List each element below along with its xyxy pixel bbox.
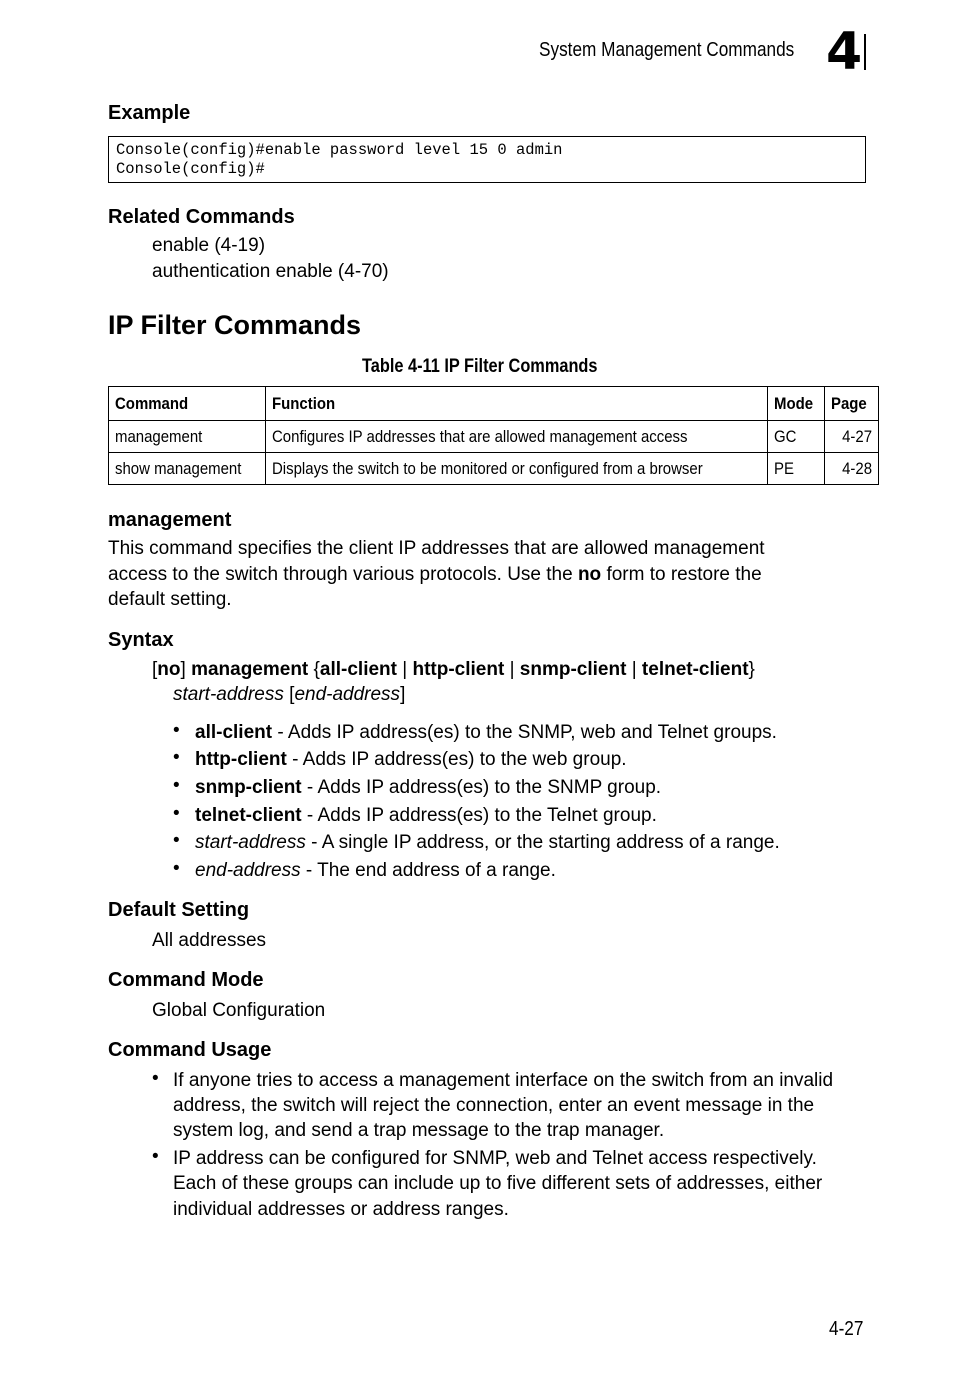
column-header-command: Command xyxy=(109,387,266,421)
ip-filter-commands-table xyxy=(108,386,879,485)
cell-page: 4-28 xyxy=(825,453,879,485)
related-command-item: enable (4-19) xyxy=(152,235,266,256)
table-header-row xyxy=(109,387,879,421)
example-heading: Example xyxy=(108,102,191,124)
usage-bullet: • xyxy=(152,1146,159,1167)
table-caption: Table 4-11 IP Filter Commands xyxy=(362,356,598,377)
cell-command: show management xyxy=(109,453,266,485)
page-number: 4-27 xyxy=(829,1318,864,1340)
parameter-bullet: • xyxy=(173,720,180,741)
syntax-line: start-address [end-address] xyxy=(173,684,406,705)
chapter-divider xyxy=(864,34,866,70)
running-header-title: System Management Commands xyxy=(539,39,795,61)
cell-function: Configures IP addresses that are allowed management access xyxy=(265,421,767,453)
usage-bullet: • xyxy=(152,1068,159,1089)
parameter-bullet: • xyxy=(173,803,180,824)
usage-line: Each of these groups can include up to five different sets of addresses, either xyxy=(173,1173,823,1194)
default-setting-value: All addresses xyxy=(152,930,267,951)
parameter-item: all-client - Adds IP address(es) to the SNMP, web and Telnet groups. xyxy=(195,722,777,743)
parameter-bullet: • xyxy=(173,830,180,851)
chapter-number: 4 xyxy=(826,22,863,82)
parameter-item: telnet-client - Adds IP address(es) to the Telnet group. xyxy=(195,805,657,826)
default-setting-heading: Default Setting xyxy=(108,899,250,921)
cell-page: 4-27 xyxy=(825,421,879,453)
usage-line: individual addresses or address ranges. xyxy=(173,1199,509,1220)
cell-mode: PE xyxy=(768,453,825,485)
column-header-page: Page xyxy=(825,387,879,421)
parameter-item: end-address - The end address of a range. xyxy=(195,860,556,881)
code-line: Console(config)#enable password level 15 0 admin xyxy=(116,141,563,159)
section-title: IP Filter Commands xyxy=(108,310,362,340)
syntax-line: [no] management {all-client | http-client | snmp-client | telnet-client} xyxy=(152,659,755,680)
parameter-bullet: • xyxy=(173,747,180,768)
table-row xyxy=(109,453,879,485)
code-example-box xyxy=(108,136,866,183)
cell-command: management xyxy=(109,421,266,453)
usage-line: If anyone tries to access a management interface on the switch from an invalid xyxy=(173,1070,834,1091)
command-mode-value: Global Configuration xyxy=(152,1000,326,1021)
parameter-item: snmp-client - Adds IP address(es) to the SNMP group. xyxy=(195,777,662,798)
cell-mode: GC xyxy=(768,421,825,453)
table-row xyxy=(109,421,879,453)
command-mode-heading: Command Mode xyxy=(108,969,264,991)
syntax-heading: Syntax xyxy=(108,629,174,651)
cell-function: Displays the switch to be monitored or configured from a browser xyxy=(265,453,767,485)
description-line: access to the switch through various protocols. Use the no form to restore the xyxy=(108,564,762,585)
command-heading: management xyxy=(108,509,232,531)
description-line: This command specifies the client IP addresses that are allowed management xyxy=(108,538,765,559)
related-command-item: authentication enable (4-70) xyxy=(152,261,389,282)
column-header-function: Function xyxy=(265,387,767,421)
related-commands-heading: Related Commands xyxy=(108,206,295,228)
usage-line: IP address can be configured for SNMP, web and Telnet access respectively. xyxy=(173,1148,817,1169)
command-usage-heading: Command Usage xyxy=(108,1039,272,1061)
column-header-mode: Mode xyxy=(768,387,825,421)
parameter-item: start-address - A single IP address, or the starting address of a range. xyxy=(195,832,780,853)
usage-line: system log, and send a trap message to the trap manager. xyxy=(173,1120,665,1141)
parameter-bullet: • xyxy=(173,775,180,796)
code-line: Console(config)# xyxy=(116,160,265,178)
usage-line: address, the switch will reject the connection, enter an event message in the xyxy=(173,1095,815,1116)
parameter-item: http-client - Adds IP address(es) to the web group. xyxy=(195,749,627,770)
description-line: default setting. xyxy=(108,589,232,610)
parameter-bullet: • xyxy=(173,858,180,879)
